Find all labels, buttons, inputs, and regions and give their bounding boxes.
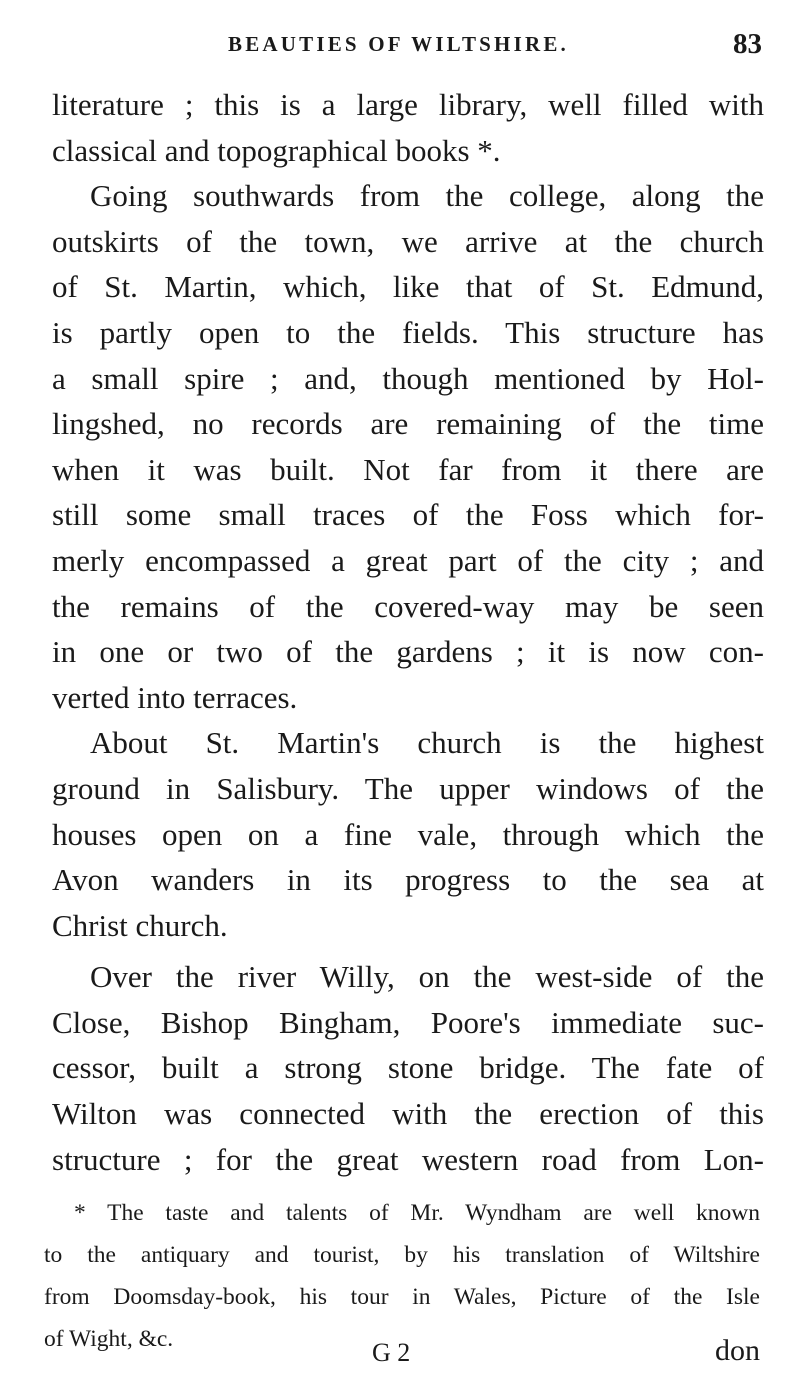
page-number: 83	[733, 28, 762, 60]
footnote-line: from Doomsday-book, his tour in Wales, Picture of the Isle	[44, 1284, 760, 1310]
text-line: when it was built. Not far from it there are	[52, 451, 764, 487]
text-line: merly encompassed a great part of the city ; and	[52, 542, 764, 578]
text-line: Close, Bishop Bingham, Poore's immediate suc-	[52, 1004, 764, 1040]
body-text	[52, 82, 764, 1182]
text-line: verted into terraces.	[52, 679, 298, 715]
text-line: Christ church.	[52, 907, 228, 943]
text-line: Avon wanders in its progress to the sea at	[52, 862, 764, 898]
signature-mark: G 2	[372, 1338, 411, 1367]
text-line: Going southwards from the college, along the	[90, 178, 764, 214]
text-line: Over the river Willy, on the west-side of the	[90, 959, 764, 995]
text-line: Wilton was connected with the erection of this	[52, 1096, 764, 1132]
catchword: don	[715, 1334, 760, 1367]
text-line: a small spire ; and, though mentioned by Hol-	[52, 360, 764, 396]
footnote-line: * The taste and talents of Mr. Wyndham are well known	[74, 1200, 760, 1226]
text-line: is partly open to the fields. This structure has	[52, 314, 764, 350]
text-line: cessor, built a strong stone bridge. The fate of	[52, 1050, 764, 1086]
text-line: still some small traces of the Foss which for-	[52, 497, 764, 533]
text-line: of St. Martin, which, like that of St. Edmund,	[52, 269, 764, 305]
text-line: outskirts of the town, we arrive at the church	[52, 223, 764, 259]
footnote-line: to the antiquary and tourist, by his translation of Wiltshire	[44, 1242, 760, 1268]
text-line: literature ; this is a large library, well filled with	[52, 87, 764, 122]
text-line: About St. Martin's church is the highest	[90, 725, 764, 761]
footnote	[44, 1192, 760, 1360]
text-line: classical and topographical books *.	[52, 132, 501, 168]
page-header	[228, 30, 762, 64]
text-line: the remains of the covered-way may be seen	[52, 588, 764, 624]
text-line: lingshed, no records are remaining of the time	[52, 406, 764, 442]
text-line: in one or two of the gardens ; it is now con-	[52, 634, 764, 670]
running-head: BEAUTIES OF WILTSHIRE.	[228, 32, 569, 56]
text-line: houses open on a fine vale, through which the	[52, 816, 764, 852]
text-line: structure ; for the great western road from Lon-	[52, 1141, 764, 1177]
footnote-line: of Wight, &c.	[44, 1326, 174, 1352]
text-line: ground in Salisbury. The upper windows of the	[52, 770, 764, 806]
